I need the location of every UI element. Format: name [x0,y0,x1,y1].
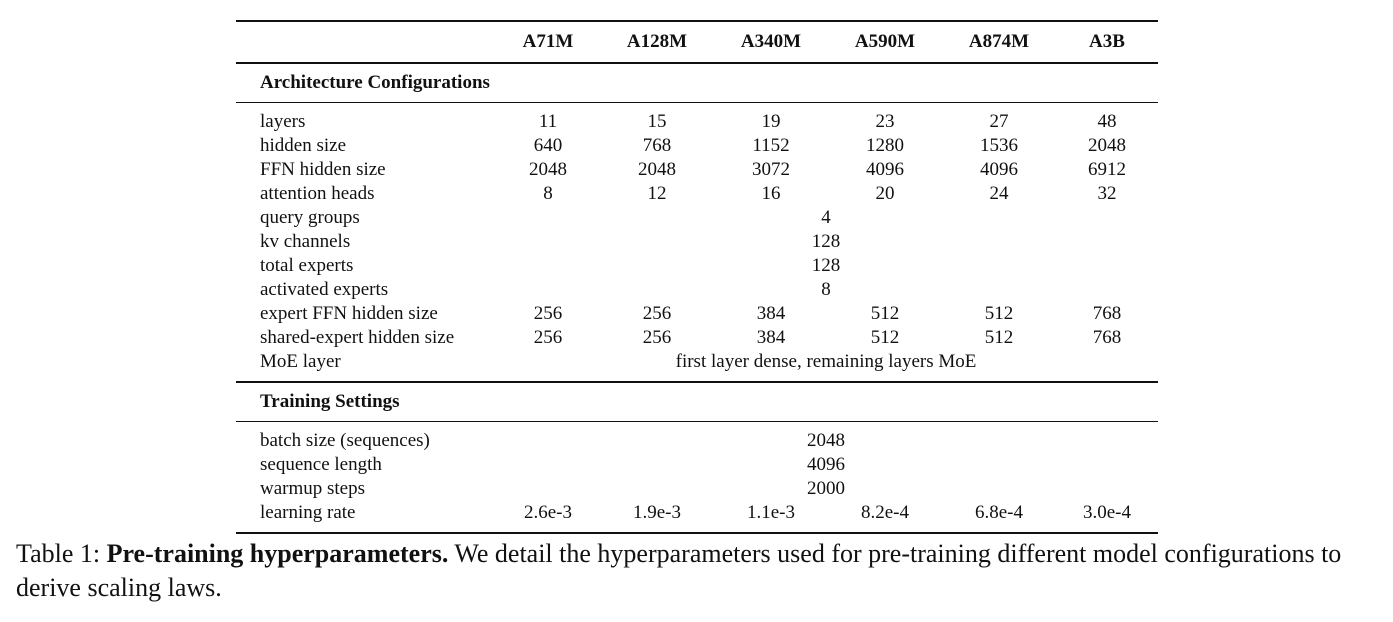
table-cell: 512 [870,303,900,324]
table-cell: 6912 [1088,159,1126,180]
table-cell: 384 [756,303,786,324]
column-header: A3B [1089,31,1125,52]
table-row [236,278,1158,302]
table-cell: 256 [642,303,672,324]
table-cell: 12 [647,183,667,204]
caption-bold: Pre-training hyperparameters. [106,539,449,568]
table-body [236,62,1158,532]
spanning-cell: 128 [811,231,841,252]
section-title: Training Settings [260,390,400,412]
row-label: sequence length [260,454,382,475]
row-label: MoE layer [260,351,341,372]
table-cell: 512 [870,327,900,348]
table-cell: 11 [538,111,558,132]
row-label: total experts [260,255,354,276]
table-cell: 23 [875,111,895,132]
row-label: learning rate [260,502,356,523]
table-cell: 1536 [980,135,1018,156]
table-row [236,134,1158,158]
table-cell: 20 [875,183,895,204]
table-row [236,254,1158,278]
table-cell: 3.0e-4 [1082,502,1131,523]
section-title-row [236,383,1158,421]
table-cell: 15 [647,111,667,132]
row-label: warmup steps [260,478,366,499]
table-cell: 24 [989,183,1009,204]
table-cell: 256 [533,327,563,348]
table-cell: 6.8e-4 [974,502,1023,523]
table-cell: 1.1e-3 [746,502,795,523]
table-cell: 3072 [752,159,790,180]
column-header: A874M [968,31,1030,52]
table-row [236,230,1158,254]
table-cell: 1152 [752,135,790,156]
column-header: A340M [740,31,802,52]
spanning-cell: 2000 [807,478,845,499]
row-label: FFN hidden size [260,159,386,180]
table-row [236,350,1158,374]
table-cell: 640 [533,135,563,156]
table-cell: 256 [642,327,672,348]
table-cell: 16 [761,183,781,204]
column-header: A128M [626,31,688,52]
table-cell: 48 [1097,111,1117,132]
table-row [236,302,1158,326]
bottom-rule [236,532,1158,534]
row-label: activated experts [260,279,389,300]
table-row [236,206,1158,230]
table-caption [16,537,1386,605]
table-cell: 8 [543,183,553,204]
table-row [236,501,1158,525]
table-cell: 1.9e-3 [632,502,681,523]
table-cell: 768 [642,135,672,156]
table-cell: 8.2e-4 [860,502,909,523]
table-row [236,477,1158,501]
column-header: A590M [854,31,916,52]
column-header: A71M [522,31,574,52]
table-row [236,110,1158,134]
table-row [236,429,1158,453]
table-cell: 4096 [980,159,1018,180]
hyperparameter-table [236,20,1158,534]
table-cell: 512 [984,303,1014,324]
table-cell: 384 [756,327,786,348]
table-cell: 2048 [529,159,567,180]
table-cell: 32 [1097,183,1117,204]
table-cell: 2048 [1088,135,1126,156]
table-cell: 768 [1092,303,1122,324]
row-label: batch size (sequences) [260,430,430,451]
table-cell: 1280 [866,135,904,156]
row-label: expert FFN hidden size [260,303,438,324]
row-label: attention heads [260,183,375,204]
table-cell: 256 [533,303,563,324]
table-row [236,326,1158,350]
caption-text: We detail the hyperparameters used for pre-training different model configurations to derive scaling laws. [16,539,1342,602]
row-label: kv channels [260,231,351,252]
table-row [236,453,1158,477]
table-cell: 27 [989,111,1009,132]
table-cell: 768 [1092,327,1122,348]
column-header-row [236,22,1158,62]
spanning-cell: 8 [821,279,831,300]
section-title: Architecture Configurations [260,71,490,93]
table-cell: 512 [984,327,1014,348]
spanning-cell: 4 [821,207,831,228]
row-label: shared-expert hidden size [260,327,455,348]
spanning-cell: 4096 [807,454,845,475]
row-label: hidden size [260,135,347,156]
caption-prefix: Table 1: [16,539,107,568]
spanning-cell: first layer dense, remaining layers MoE [675,351,977,372]
spanning-cell: 2048 [807,430,845,451]
spanning-cell: 128 [811,255,841,276]
table-cell: 2.6e-3 [523,502,572,523]
section-title-row [236,64,1158,102]
table-cell: 19 [761,111,781,132]
table-cell: 4096 [866,159,904,180]
table-row [236,182,1158,206]
table-cell: 2048 [638,159,676,180]
row-label: layers [260,111,306,132]
table-row [236,158,1158,182]
row-label: query groups [260,207,360,228]
